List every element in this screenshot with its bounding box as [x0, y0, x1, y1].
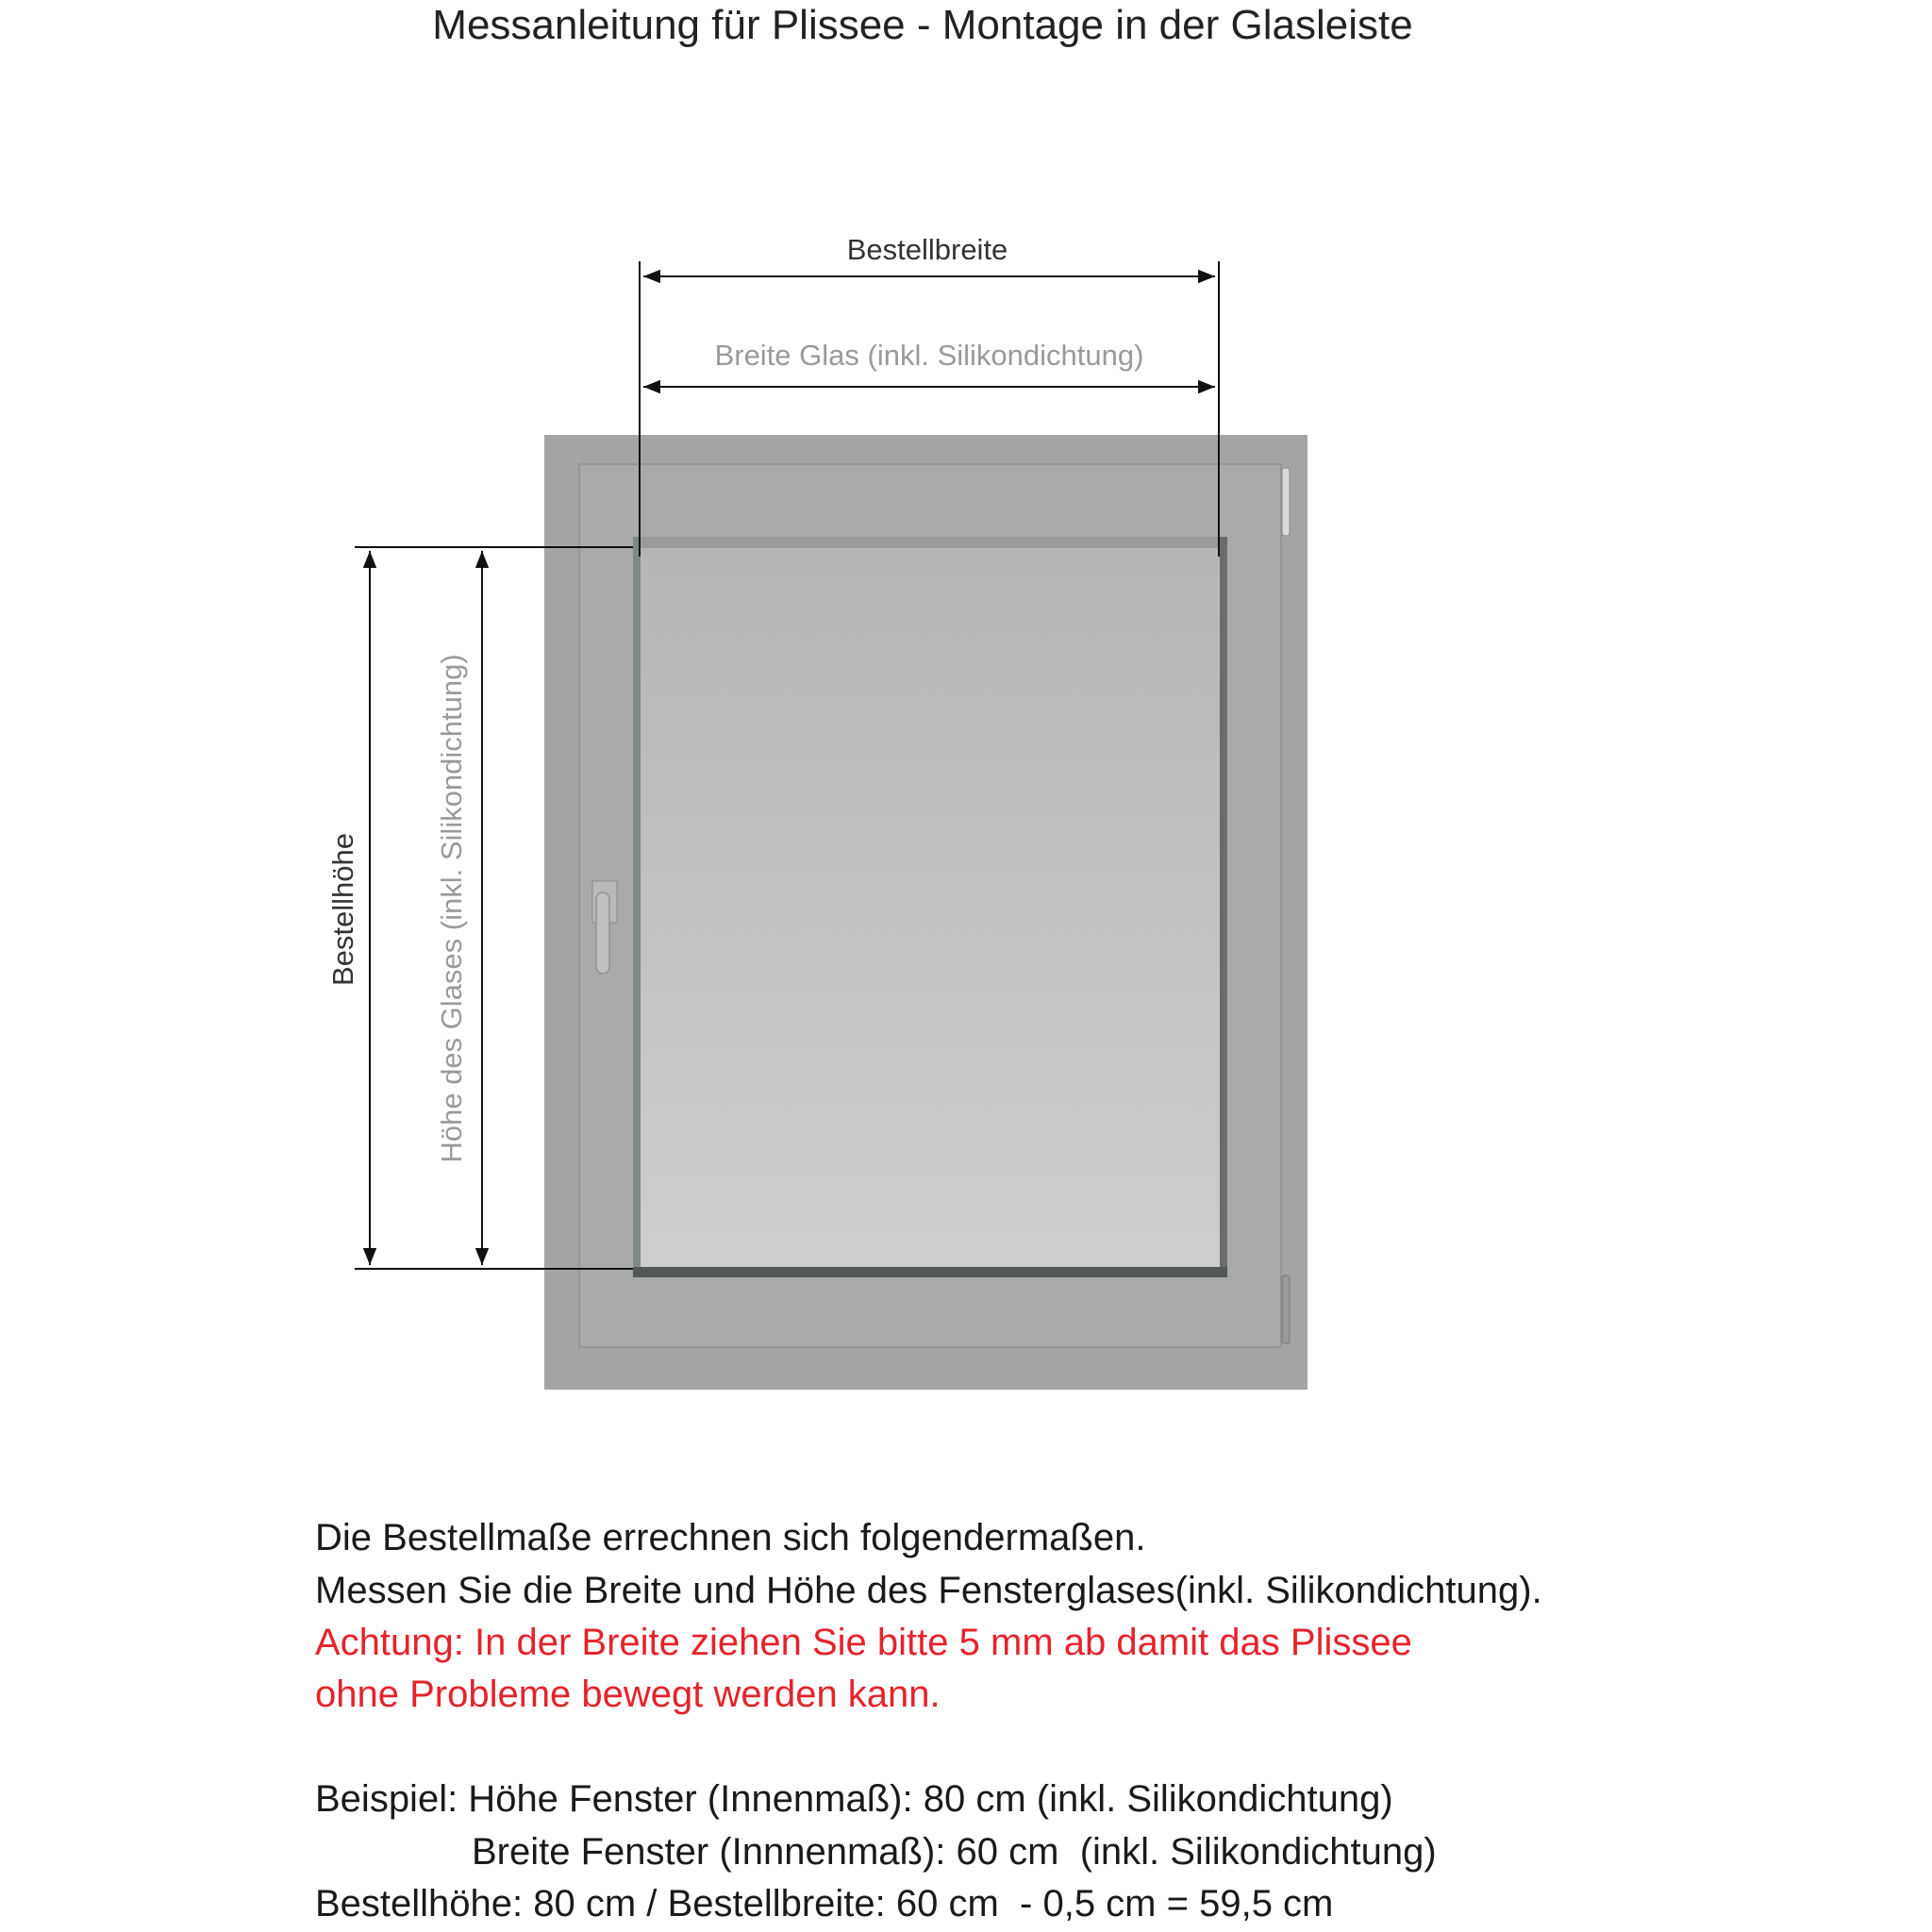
page-title: Messanleitung für Plissee - Montage in der Glasleiste — [432, 2, 1413, 48]
example-line-1: Beispiel: Höhe Fenster (Innenmaß): 80 cm (inkl. Silikondichtung) — [315, 1778, 1393, 1820]
example-line-2: Breite Fenster (Innnenmaß): 60 cm (inkl. Silikondichtung) — [472, 1831, 1437, 1873]
example-line-3: Bestellhöhe: 80 cm / Bestellbreite: 60 cm - 0,5 cm = 59,5 cm — [315, 1883, 1334, 1924]
order-width-label: Bestellbreite — [846, 233, 1008, 266]
instruction-line-2: Messen Sie die Breite und Höhe des Fensterglases(inkl. Silikondichtung). — [315, 1570, 1542, 1611]
warning-line-2: ohne Probleme bewegt werden kann. — [315, 1674, 941, 1715]
instruction-line-1: Die Bestellmaße errechnen sich folgendermaßen. — [315, 1517, 1146, 1558]
glass-width-label: Breite Glas (inkl. Silikondichtung) — [714, 339, 1144, 372]
glass-height-label: Höhe des Glases (inkl. Silikondichtung) — [435, 654, 468, 1163]
warning-line-1: Achtung: In der Breite ziehen Sie bitte 5 mm ab damit das Plissee — [315, 1622, 1412, 1663]
order-height-label: Bestellhöhe — [326, 832, 359, 987]
window-glass — [633, 537, 1227, 1277]
